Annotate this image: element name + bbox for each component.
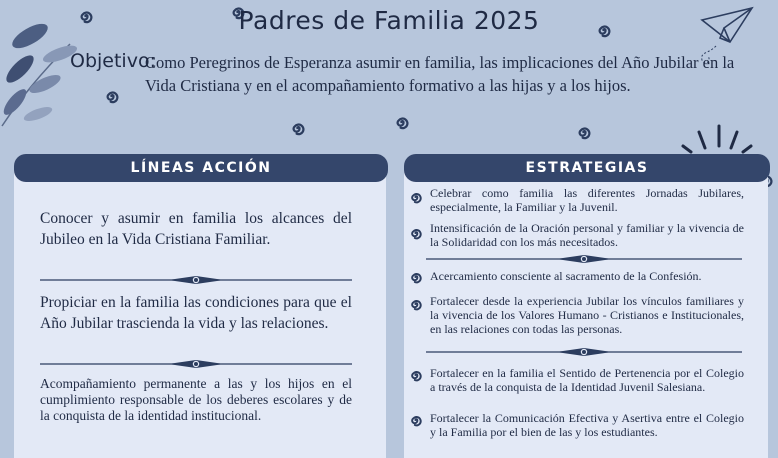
- linea-item: Propiciar en la familia las condiciones para que el Año Jubilar trascienda la vida y las relaciones.: [40, 294, 352, 332]
- estrategia-item: Intensificación de la Oración personal y familiar y la vivencia de la Solidaridad con los más necesitados.: [430, 221, 744, 249]
- swirl-bullet-icon: [409, 413, 423, 427]
- swirl-icon: [290, 120, 306, 136]
- estrategias-header: ESTRATEGIAS: [404, 154, 770, 182]
- divider-ornament: [426, 346, 742, 358]
- swirl-icon: [576, 124, 592, 140]
- swirl-bullet-icon: [409, 190, 423, 204]
- objective-label: Objetivo:: [70, 50, 156, 72]
- divider-ornament: [426, 253, 742, 265]
- estrategia-item: Fortalecer desde la experiencia Jubilar los vínculos familiares y la vivencia de los Valores Humano - Cristianos e Institucionales, en las relaciones con todas las personas.: [430, 294, 744, 336]
- swirl-icon: [104, 88, 120, 104]
- linea-item: Conocer y asumir en familia los alcances del Jubileo en la Vida Cristiana Familiar.: [40, 210, 352, 248]
- sparkle-lines-icon: [675, 118, 755, 154]
- swirl-bullet-icon: [409, 226, 423, 240]
- estrategia-item: Acercamiento consciente al sacramento de la Confesión.: [430, 269, 702, 283]
- divider-ornament: [40, 358, 352, 370]
- swirl-bullet-icon: [409, 297, 423, 311]
- estrategia-item: Fortalecer en la familia el Sentido de Pertenencia por el Colegio a través de la conquista de la Identidad Juvenil Salesiana.: [430, 366, 744, 394]
- estrategia-item: Celebrar como familia las diferentes Jornadas Jubilares, especialmente, la Familiar y la Juvenil.: [430, 186, 744, 214]
- swirl-bullet-icon: [409, 368, 423, 382]
- swirl-icon: [394, 114, 410, 130]
- swirl-bullet-icon: [409, 270, 423, 284]
- page-title: Padres de Familia 2025: [238, 6, 540, 35]
- divider-ornament: [40, 274, 352, 286]
- estrategia-item: Fortalecer la Comunicación Efectiva y Asertiva entre el Colegio y la Familia por el bien de las y los estudiantes.: [430, 411, 744, 439]
- objective-text: Como Peregrinos de Esperanza asumir en familia, las implicaciones del Año Jubilar en la Vida Cristiana y en el acompañamiento formativo a las hijas y a los hijos.: [145, 53, 735, 95]
- lineas-header: LÍNEAS ACCIÓN: [14, 154, 388, 182]
- linea-item: Acompañamiento permanente a las y los hijos en el cumplimiento responsable de los deberes escolares y de la conquista de la identidad institucional.: [40, 376, 352, 423]
